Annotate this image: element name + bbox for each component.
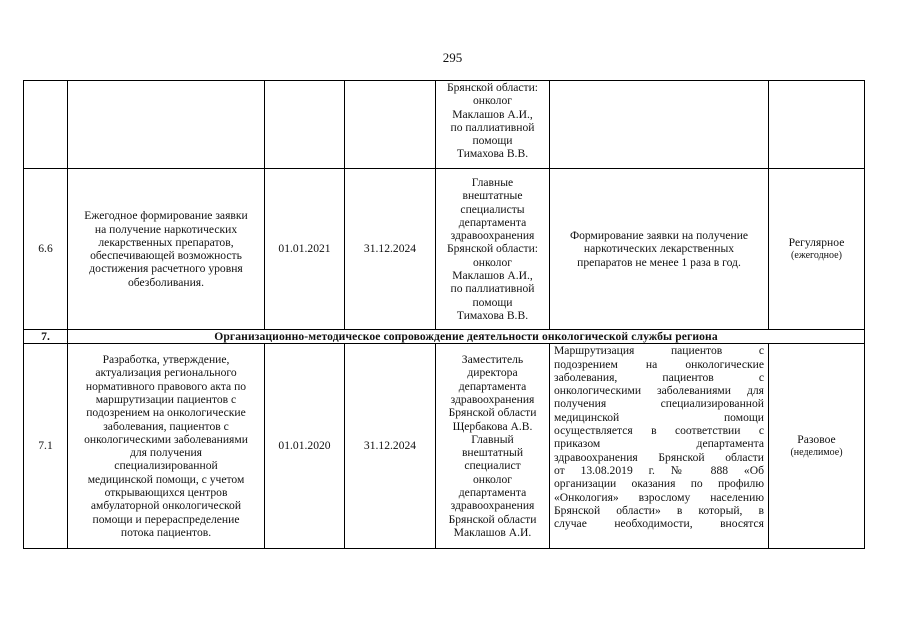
result-line: здравоохранения Брянской области bbox=[554, 450, 764, 464]
description-line: лекарственных препаратов, bbox=[98, 235, 234, 249]
responsible-line: помощи bbox=[472, 295, 513, 309]
responsible-line: внештатный bbox=[461, 446, 524, 460]
result-line: онкологическими заболеваниями для bbox=[554, 384, 764, 398]
page-number: 295 bbox=[442, 50, 463, 65]
section-title: Организационно-методическое сопровождение деятельности онкологической службы региона bbox=[68, 329, 865, 343]
result-line: Формирование заявки на получение bbox=[569, 229, 749, 243]
result-line: «Онкология» взрослому населению bbox=[554, 490, 764, 504]
responsible-line: здравоохранения bbox=[450, 499, 535, 513]
result-line: подозрением на онкологические bbox=[554, 357, 764, 371]
cell-end-date: 31.12.2024 bbox=[345, 169, 436, 330]
result-line: от 13.08.2019 г. № 888 «Об bbox=[554, 463, 764, 477]
responsible-line: Тимахова В.В. bbox=[456, 308, 529, 322]
description-line: актуализация регионального bbox=[95, 366, 237, 380]
table-row-7-1 bbox=[24, 344, 865, 549]
cell-num: 7.1 bbox=[24, 344, 68, 549]
responsible-line: департамента bbox=[458, 215, 527, 229]
responsible-line: по паллиативной bbox=[450, 282, 535, 296]
cell-num: 6.6 bbox=[24, 169, 68, 330]
cell-responsible bbox=[436, 169, 550, 330]
description-line: потока пациентов. bbox=[120, 525, 212, 539]
description-line: Ежегодное формирование заявки bbox=[84, 209, 248, 223]
responsible-line: Маклашов А.И., bbox=[452, 269, 533, 283]
cell-result bbox=[550, 169, 769, 330]
responsible-line: онколог bbox=[472, 94, 513, 108]
table-row-continued bbox=[24, 81, 865, 169]
cell-responsible bbox=[436, 344, 550, 549]
result-line: Брянской области» в который, в bbox=[554, 503, 764, 517]
result-line: осуществляется в соответствии с bbox=[554, 424, 764, 438]
description-line: медицинской помощи, с учетом bbox=[87, 472, 245, 486]
result-line: получения специализированной bbox=[554, 397, 764, 411]
responsible-line: специалист bbox=[464, 459, 521, 473]
description-line: амбулаторной онкологической bbox=[90, 499, 242, 513]
cell-responsible bbox=[436, 81, 550, 169]
type-sub: (неделимое) bbox=[790, 447, 843, 459]
responsible-line: Маклашов А.И. bbox=[453, 525, 532, 539]
table-row-section-7 bbox=[24, 329, 865, 343]
responsible-line: помощи bbox=[472, 134, 513, 148]
responsible-line: Брянской области bbox=[448, 406, 537, 420]
cell-description bbox=[68, 81, 265, 169]
responsible-line: Брянской области: bbox=[446, 242, 539, 256]
description-line: заболевания, пациентов с bbox=[103, 419, 229, 433]
responsible-line: онколог bbox=[472, 472, 513, 486]
responsible-line: внештатные bbox=[462, 189, 523, 203]
description-line: обезболивания. bbox=[127, 275, 205, 289]
cell-result bbox=[550, 81, 769, 169]
responsible-line: Главный bbox=[471, 432, 514, 446]
responsible-line: Заместитель bbox=[461, 353, 524, 367]
description-line: онкологическими заболеваниями bbox=[84, 432, 248, 446]
cell-type bbox=[769, 344, 865, 549]
cell-start-date: 01.01.2020 bbox=[265, 344, 345, 549]
description-line: нормативного правового акта по bbox=[85, 379, 247, 393]
responsible-line: департамента bbox=[458, 486, 527, 499]
result-line: организации оказания по профилю bbox=[554, 477, 764, 491]
responsible-line: директора bbox=[467, 366, 518, 380]
cell-type bbox=[769, 81, 865, 169]
measures-table bbox=[23, 80, 865, 549]
cell-start-date bbox=[265, 81, 345, 169]
description-line: обеспечивающей возможность bbox=[90, 249, 242, 263]
type-main: Регулярное bbox=[788, 235, 845, 249]
cell-type bbox=[769, 169, 865, 330]
description-line: маршрутизации пациентов с bbox=[95, 392, 237, 406]
responsible-line: Брянской области: bbox=[446, 81, 539, 94]
cell-description bbox=[68, 169, 265, 330]
description-line: для получения bbox=[129, 446, 203, 460]
type-main: Разовое bbox=[797, 432, 836, 446]
result-line: приказом департамента bbox=[554, 437, 764, 451]
responsible-line: департамента bbox=[458, 379, 527, 393]
section-num: 7. bbox=[24, 329, 68, 343]
responsible-line: Брянской области bbox=[448, 512, 537, 526]
cell-end-date: 31.12.2024 bbox=[345, 344, 436, 549]
responsible-line: Главные bbox=[471, 175, 514, 189]
responsible-line: онколог bbox=[472, 255, 513, 269]
description-line: подозрением на онкологические bbox=[86, 406, 246, 420]
description-line: открывающихся центров bbox=[104, 486, 228, 499]
responsible-line: здравоохранения bbox=[450, 392, 535, 406]
cell-result bbox=[550, 344, 769, 549]
responsible-line: по паллиативной bbox=[450, 120, 535, 134]
responsible-line: специалисты bbox=[460, 202, 525, 216]
description-line: на получение наркотических bbox=[94, 222, 238, 236]
responsible-line: Маклашов А.И., bbox=[452, 107, 533, 121]
description-line: Разработка, утверждение, bbox=[102, 353, 230, 367]
result-line: медицинской помощи bbox=[554, 410, 764, 424]
result-line: Маршрутизация пациентов с bbox=[554, 344, 764, 358]
cell-description bbox=[68, 344, 265, 549]
cell-end-date bbox=[345, 81, 436, 169]
cell-num bbox=[24, 81, 68, 169]
responsible-line: здравоохранения bbox=[450, 229, 535, 243]
description-line: помощи и перераспределение bbox=[92, 512, 240, 526]
responsible-line: Щербакова А.В. bbox=[452, 419, 533, 433]
result-line: заболевания, пациентов с bbox=[554, 370, 764, 384]
cell-start-date: 01.01.2021 bbox=[265, 169, 345, 330]
responsible-line: Тимахова В.В. bbox=[456, 147, 529, 161]
table-row-6-6 bbox=[24, 169, 865, 330]
result-line: наркотических лекарственных bbox=[583, 242, 735, 256]
result-line: случае необходимости, вносятся bbox=[554, 517, 764, 531]
description-line: достижения расчетного уровня bbox=[89, 262, 243, 276]
description-line: специализированной bbox=[114, 459, 218, 473]
result-line: препаратов не менее 1 раза в год. bbox=[577, 255, 741, 269]
type-sub: (ежегодное) bbox=[791, 250, 842, 262]
